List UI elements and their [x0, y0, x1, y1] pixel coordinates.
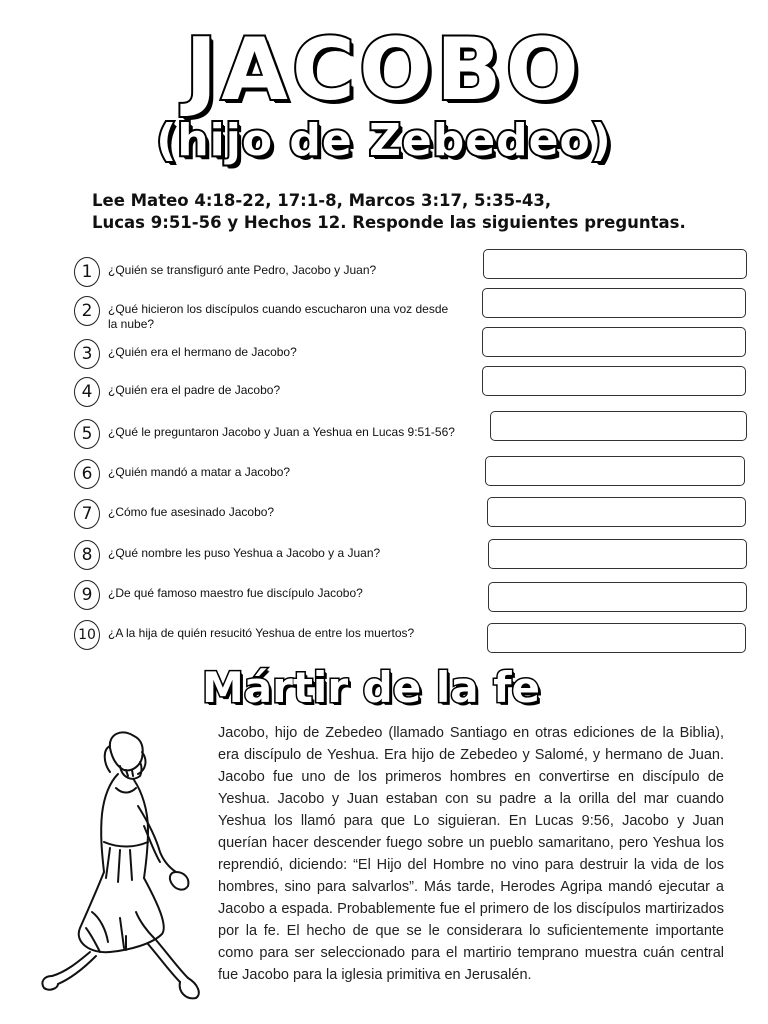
question-1	[74, 257, 494, 293]
question-number: 2	[74, 296, 100, 326]
question-number: 9	[74, 580, 100, 610]
question-number: 1	[74, 257, 100, 287]
question-text: ¿A la hija de quién resucitó Yeshua de entre los muertos?	[108, 626, 415, 640]
question-number: 6	[74, 459, 100, 489]
page-title: JACOBO	[185, 20, 583, 120]
question-number: 4	[74, 377, 100, 407]
instructions-line-1: Lee Mateo 4:18-22, 17:1-8, Marcos 3:17, 5:35-43,	[92, 191, 552, 210]
question-text: ¿Quién mandó a matar a Jacobo?	[108, 465, 291, 479]
question-9	[74, 580, 494, 616]
question-text: ¿Quién era el hermano de Jacobo?	[108, 345, 297, 359]
question-8	[74, 540, 494, 576]
question-2	[74, 296, 494, 332]
answer-box-10[interactable]	[487, 623, 746, 653]
question-number: 3	[74, 339, 100, 369]
answer-box-2[interactable]	[482, 288, 746, 318]
question-text: ¿Quién se transfiguró ante Pedro, Jacobo y Juan?	[108, 263, 377, 277]
running-disciple-illustration	[30, 722, 210, 1012]
question-text: ¿Qué hicieron los discípulos cuando escucharon una voz desde la nube?	[108, 302, 449, 331]
answer-box-6[interactable]	[485, 456, 745, 486]
question-4	[74, 377, 494, 413]
answer-box-1[interactable]	[483, 249, 747, 279]
question-6	[74, 459, 494, 495]
question-number: 5	[74, 419, 100, 449]
answer-box-8[interactable]	[488, 539, 747, 569]
question-number: 8	[74, 540, 100, 570]
answer-box-4[interactable]	[482, 366, 746, 396]
question-10	[74, 620, 494, 656]
instructions	[92, 190, 752, 234]
answer-box-7[interactable]	[487, 497, 746, 527]
question-text: ¿Quién era el padre de Jacobo?	[108, 383, 281, 397]
answer-box-3[interactable]	[482, 327, 746, 357]
section-title: Mártir de la fe	[202, 663, 540, 712]
question-7	[74, 499, 494, 535]
question-number: 7	[74, 499, 100, 529]
section-body: Jacobo, hijo de Zebedeo (llamado Santiago en otras ediciones de la Biblia), era discípulo de Yeshua. Era hijo de Zebedeo y Salomé, y hermano de Juan. Jacobo fue uno de los primeros hombres en convertirse en discípulo de Yeshua. Jacobo y Juan estaban con su padre a la orilla del mar cuando Yeshua los llamó para que Lo siguieran. En Lucas 9:56, Jacobo y Juan querían hacer descender fuego sobre un pueblo samaritano, pero Yeshua los reprendió, diciendo: “El Hijo del Hombre no vino para destruir la vida de los hombres, sino para salvarlos”. Más tarde, Herodes Agripa mandó ejecutar a Jacobo a espada. Probablemente fue el primero de los discípulos martirizados por la fe. El hecho de que se le considerara lo suficientemente importante como para ser seleccionado para el martirio temprano muestra cuán central fue Jacobo para la iglesia primitiva en Jerusalén.	[218, 725, 724, 983]
question-5	[74, 419, 494, 455]
question-text: ¿Qué nombre les puso Yeshua a Jacobo y a Juan?	[108, 546, 381, 560]
answer-box-9[interactable]	[488, 582, 747, 612]
question-text: ¿De qué famoso maestro fue discípulo Jacobo?	[108, 586, 363, 600]
question-number: 10	[74, 620, 100, 650]
question-text: ¿Qué le preguntaron Jacobo y Juan a Yeshua en Lucas 9:51-56?	[108, 425, 455, 439]
question-3	[74, 339, 494, 375]
page-subtitle: (hijo de Zebedeo)	[156, 115, 612, 166]
question-text: ¿Cómo fue asesinado Jacobo?	[108, 505, 275, 519]
instructions-line-2: Lucas 9:51-56 y Hechos 12. Responde las siguientes preguntas.	[92, 213, 686, 232]
answer-box-5[interactable]	[490, 411, 747, 441]
